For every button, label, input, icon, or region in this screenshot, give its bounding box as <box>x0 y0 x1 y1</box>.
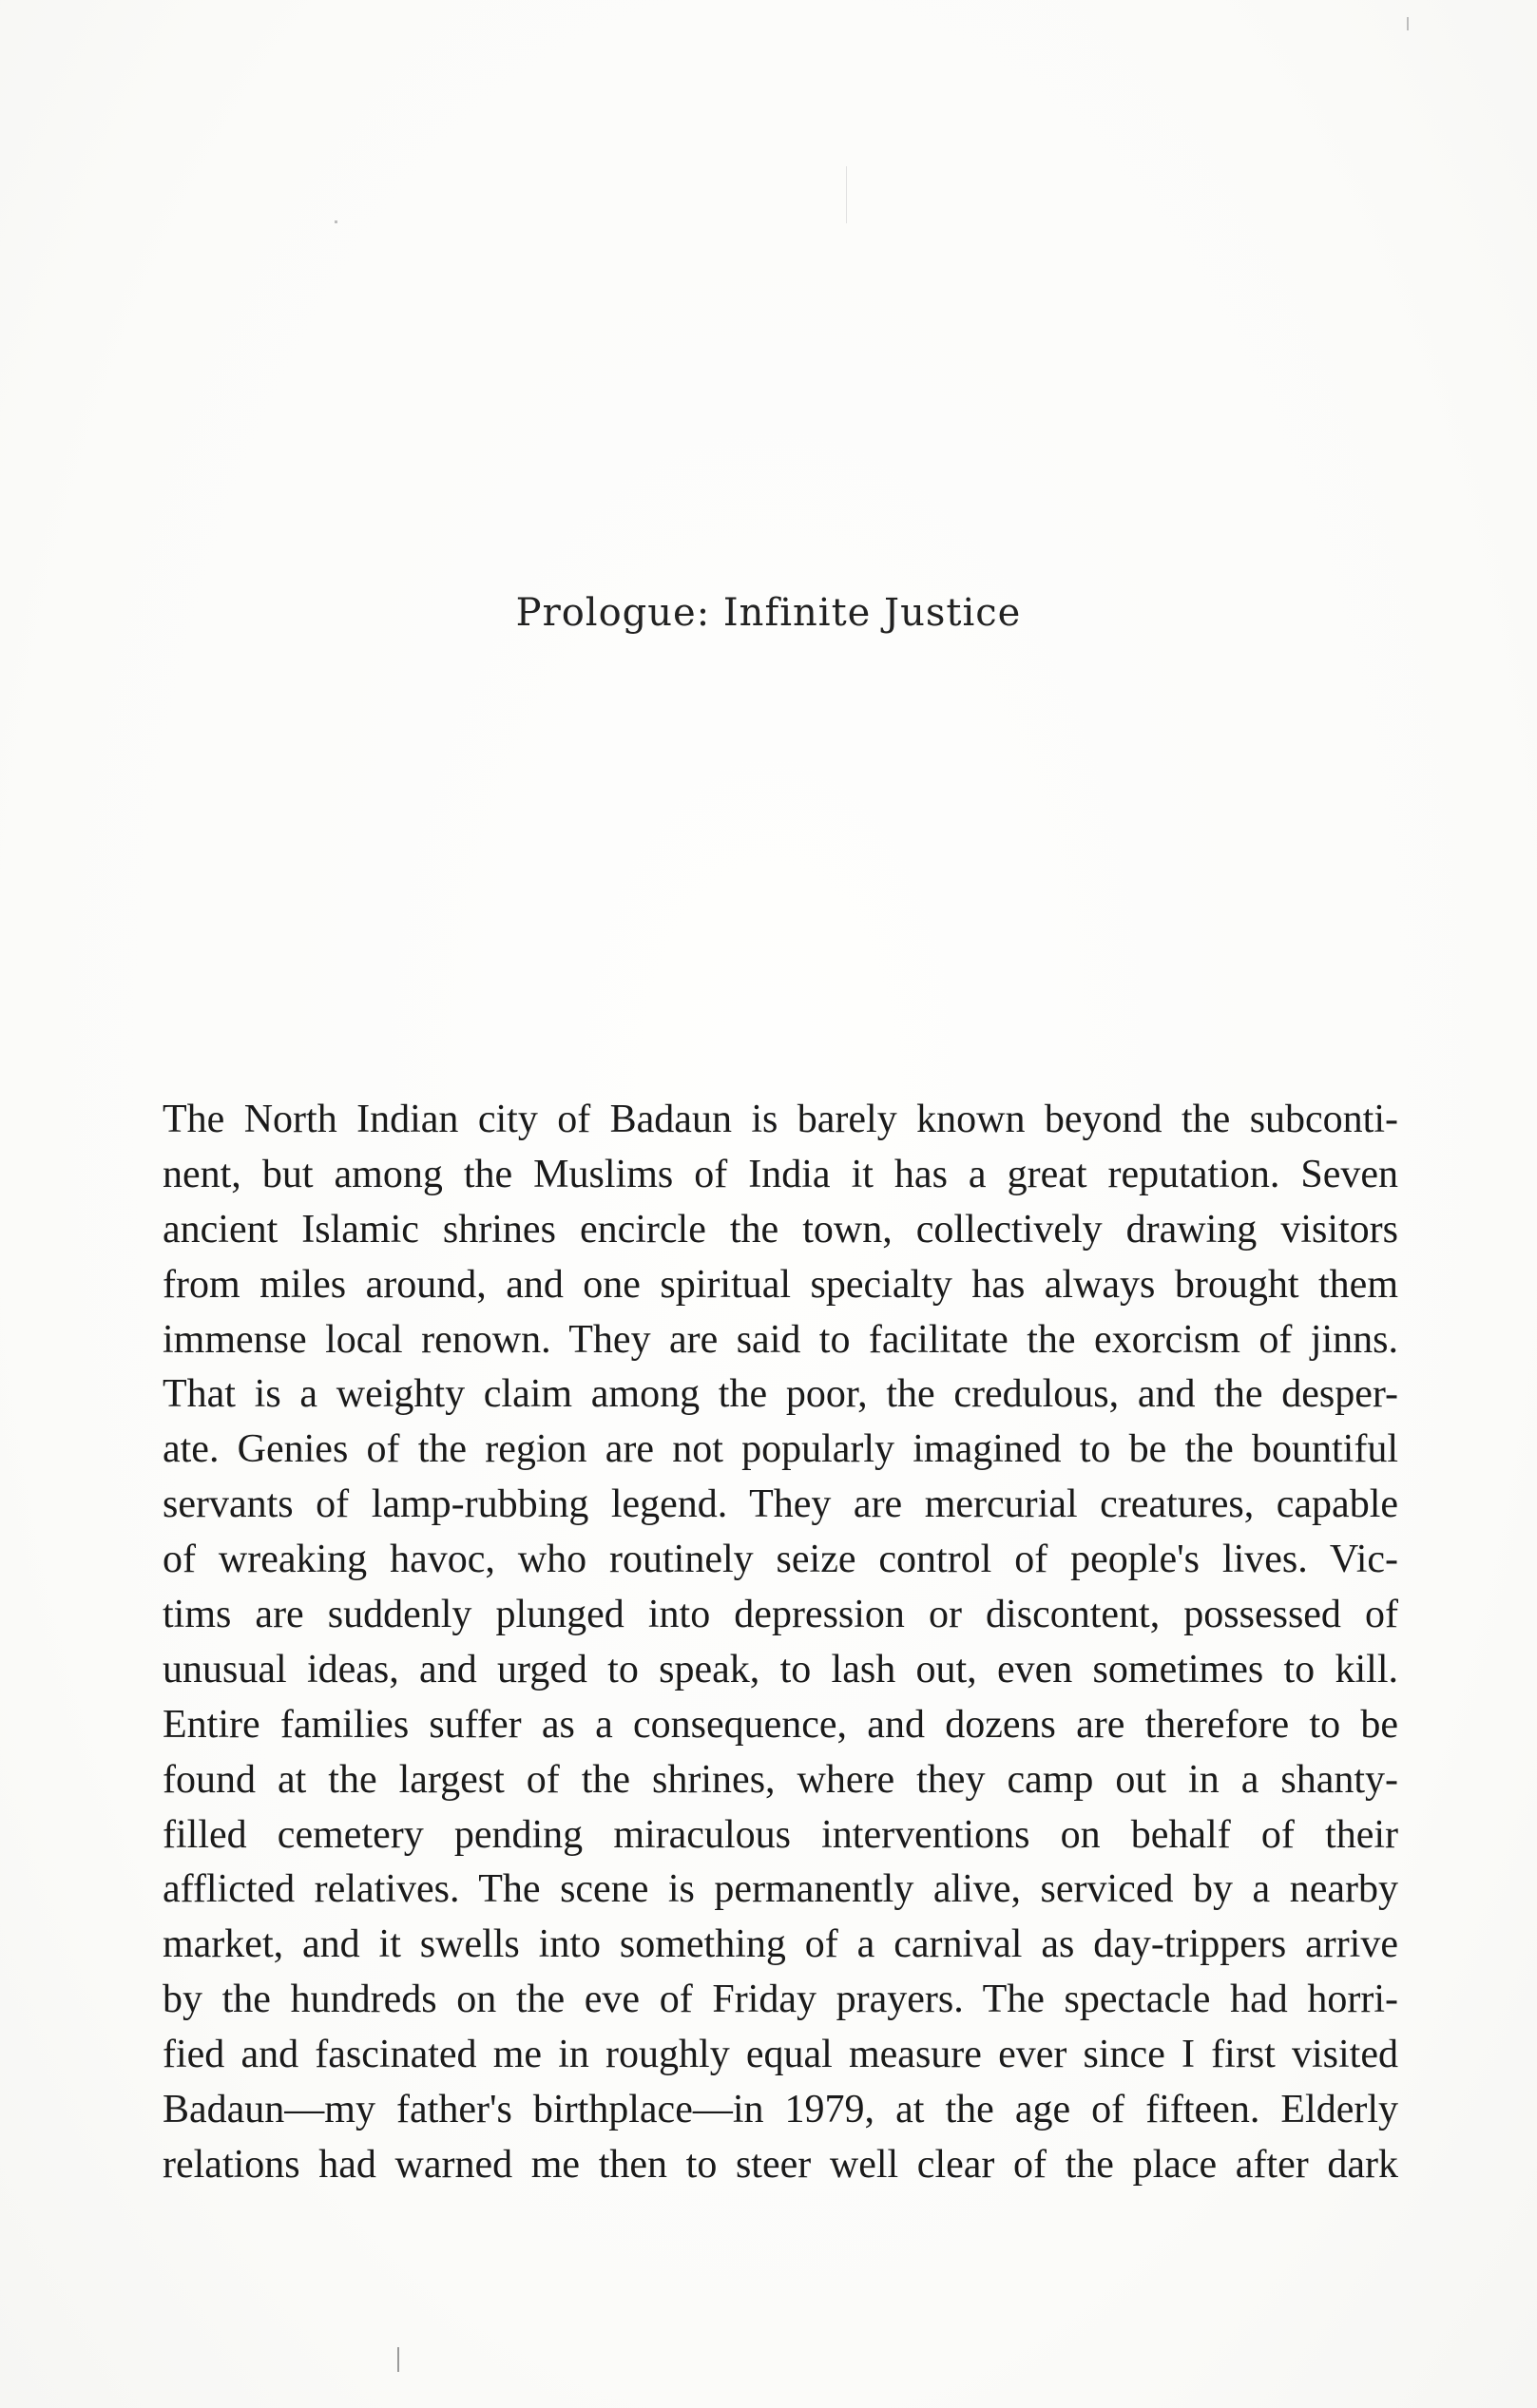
chapter-title: Prologue: Infinite Justice <box>515 591 1022 635</box>
text-line: nent, but among the Muslims of India it has a great reputation. Seven <box>163 1152 1398 1196</box>
text-line: found at the largest of the shrines, where they camp out in a shanty- <box>163 1757 1398 1802</box>
scan-speck <box>397 2347 399 2372</box>
text-line: from miles around, and one spiritual specialty has always brought them <box>163 1262 1398 1307</box>
text-line: market, and it swells into something of a carnival as day-trippers arrive <box>163 1922 1398 1967</box>
scan-speck <box>335 220 337 223</box>
text-line: ate. Genies of the region are not popularly imagined to be the bountiful <box>163 1427 1398 1472</box>
text-line: of wreaking havoc, who routinely seize control of people's lives. Vic- <box>163 1538 1398 1582</box>
text-line: fied and fascinated me in roughly equal measure ever since I first visited <box>163 2033 1398 2077</box>
text-line: Badaun—my father's birthplace—in 1979, at the age of fifteen. Elderly <box>163 2088 1398 2132</box>
text-line: Entire families suffer as a consequence, and dozens are therefore to be <box>163 1702 1398 1747</box>
text-line: unusual ideas, and urged to speak, to lash out, even sometimes to kill. <box>163 1647 1398 1691</box>
text-line: The North Indian city of Badaun is barely known beyond the subconti- <box>163 1098 1398 1141</box>
text-line: by the hundreds on the eve of Friday prayers. The spectacle had horri- <box>163 1978 1398 2022</box>
text-line: filled cemetery pending miraculous interventions on behalf of their <box>163 1812 1398 1857</box>
scan-speck <box>846 166 847 223</box>
text-line: tims are suddenly plunged into depression or discontent, possessed of <box>163 1593 1398 1637</box>
text-line: relations had warned me then to steer well clear of the place after dark <box>163 2142 1398 2187</box>
text-line: afflicted relatives. The scene is permanently alive, serviced by a nearby <box>163 1867 1398 1912</box>
text-line: That is a weighty claim among the poor, the credulous, and the desper- <box>163 1372 1398 1417</box>
text-line: immense local renown. They are said to facilitate the exorcism of jinns. <box>163 1317 1398 1362</box>
text-line: ancient Islamic shrines encircle the town, collectively drawing visitors <box>163 1207 1398 1252</box>
scan-speck <box>1407 17 1409 30</box>
text-line: servants of lamp-rubbing legend. They are mercurial creatures, capable <box>163 1482 1398 1527</box>
body-paragraph <box>163 1093 1398 2193</box>
